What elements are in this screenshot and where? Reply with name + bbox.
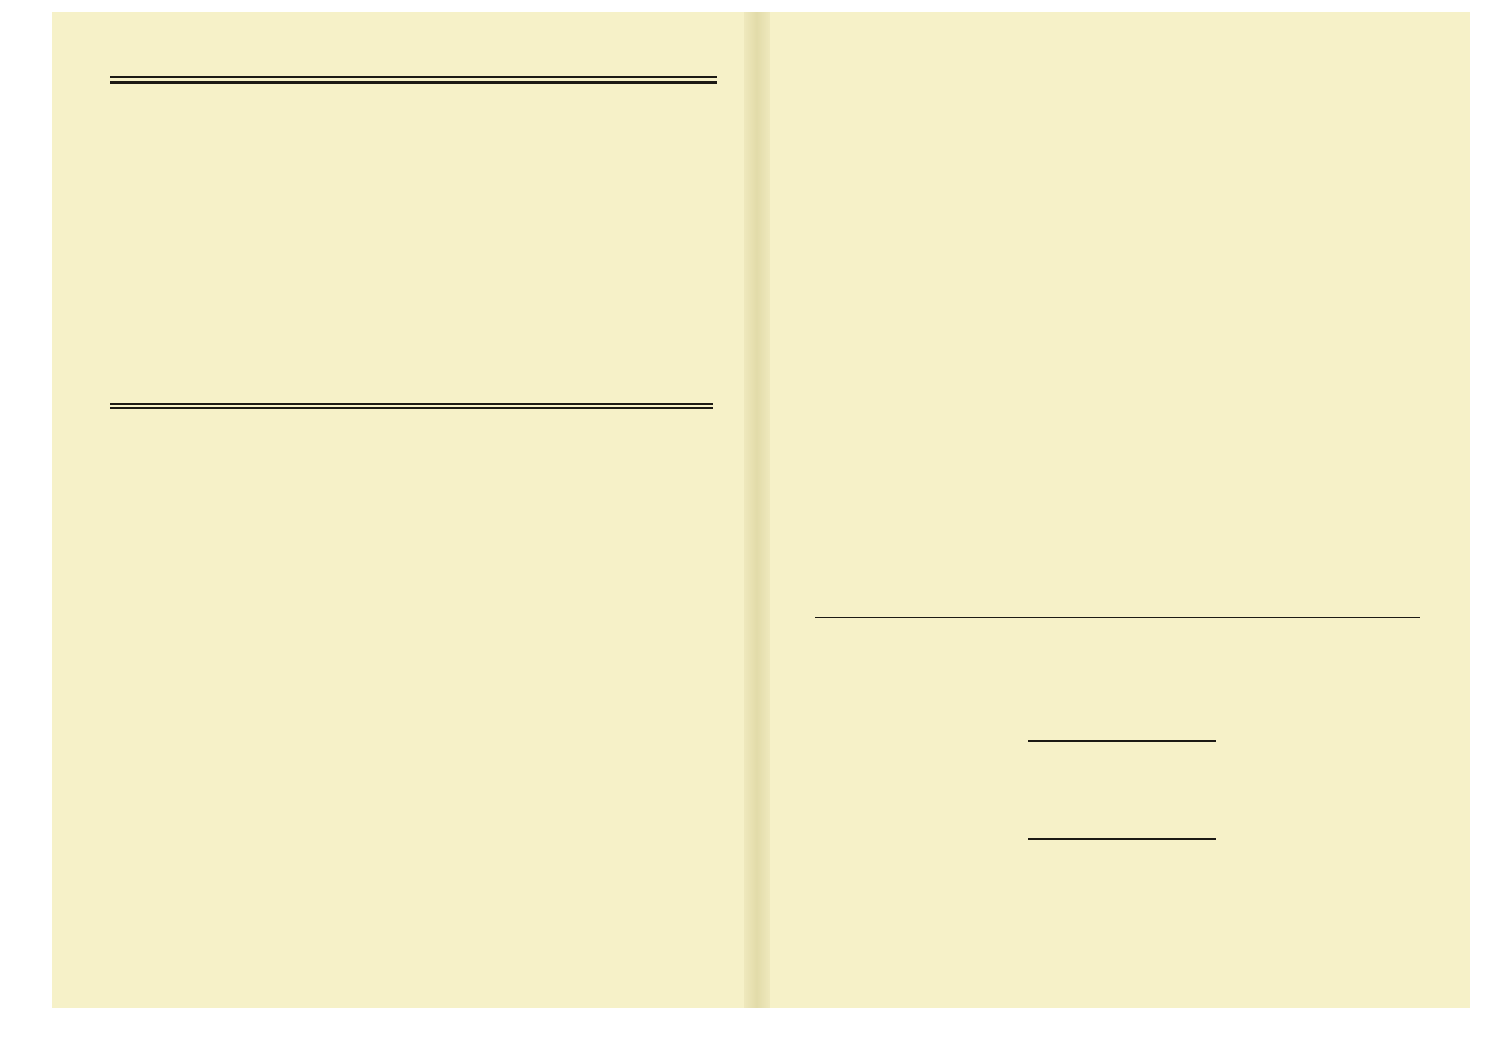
news-band <box>110 403 713 409</box>
left-page <box>52 12 744 1008</box>
feld-column-1 <box>815 632 1010 635</box>
feature-title-box <box>1028 740 1216 840</box>
right-page <box>770 12 1470 1008</box>
congrats-band <box>110 76 717 84</box>
page-gutter <box>744 12 770 1008</box>
section-divider <box>815 617 1420 618</box>
